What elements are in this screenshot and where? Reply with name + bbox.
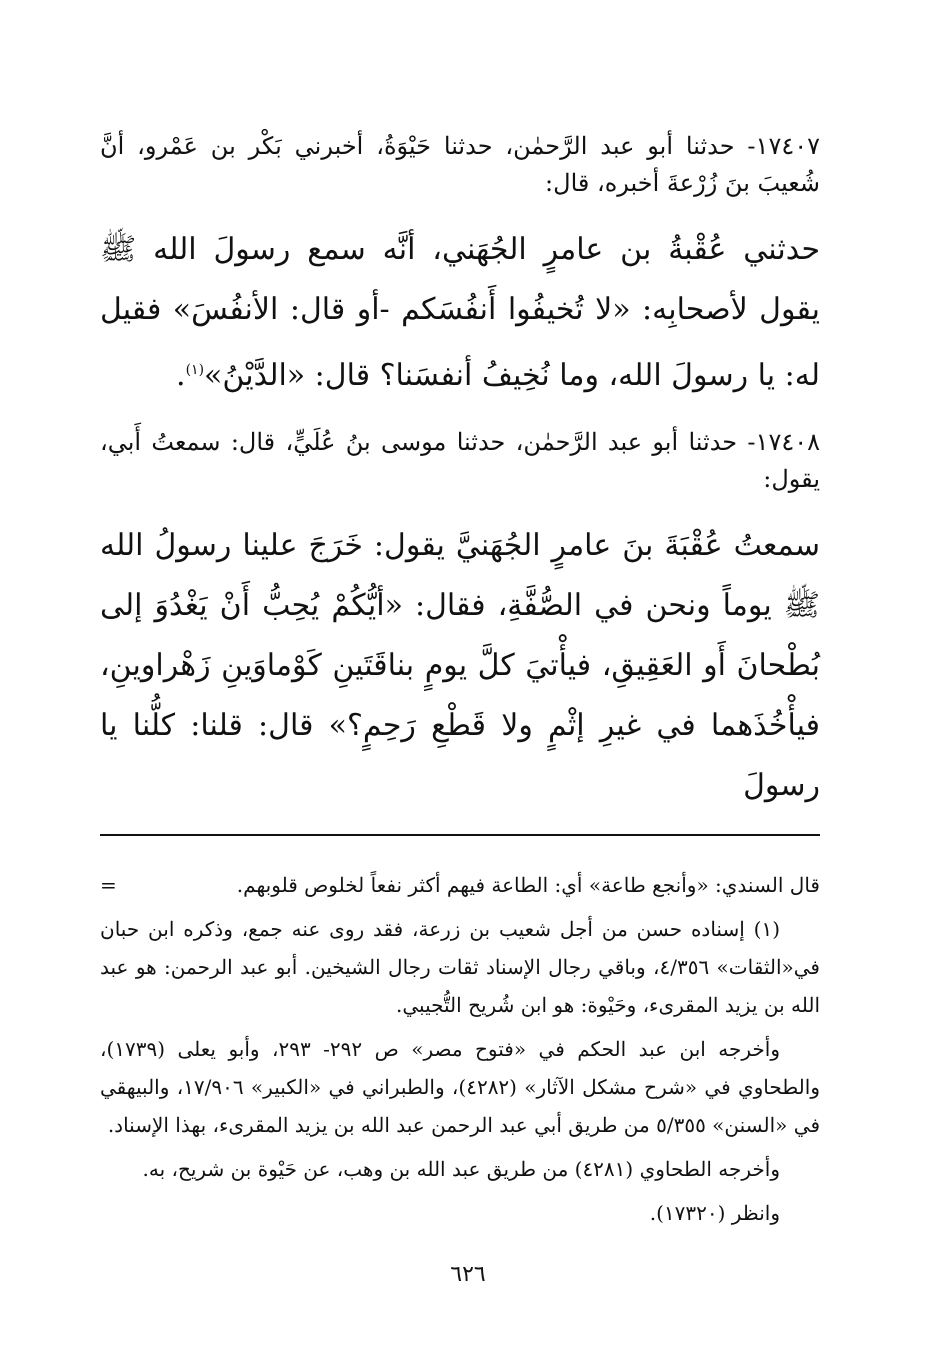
hadith-17407-matn: حدثني عُقْبةُ بن عامرٍ الجُهَني، أنَّه سمع رسولَ الله ﷺ يقول لأصحابِه: «لا تُخيفُوا أَنفُسَكم -أو قال: الأنفُسَ» فقيل له: يا رسولَ الله، وما نُخِيفُ أنفسَنا؟ قال: «الدَّيْنُ»$^{(١)}$. [100,232,820,393]
hadith-17407-chain: ١٧٤٠٧- حدثنا أبو عبد الرَّحمٰن، حدثنا حَيْوَةُ، أخبرني بَكْر بن عَمْرو، أنَّ شُعيبَ بنَ زُرْعةَ أخبره، قال: [100,132,820,197]
footnote-ref-1: (١) [185,362,205,378]
footnote-1-paragraph-1: (١) إسناده حسن من أجل شعيب بن زرعة، فقد روى عنه جمع، وذكره ابن حبان في«الثقات» ٤/٣٥٦، وباقي رجال الإسناد ثقات رجال الشيخين. أبو عبد الرحمن: هو عبد الله بن يزيد المقرىء، وحَيْوة: هو ابن شُريح التُّجيبي. [100,917,820,1017]
page-number: ٦٢٦ [450,1262,486,1287]
hadith-17408-chain: ١٧٤٠٨- حدثنا أبو عبد الرَّحمٰن، حدثنا موسى بنُ عُلَيٍّ، قال: سمعتُ أَبي، يقول: [100,428,820,493]
footnote-continuation-text: قال السندي: «وأنجع طاعة» أي: الطاعة فيهم أكثر نفعاً لخلوص قلوبهم. [236,873,820,897]
footnote-1-paragraph-2: وأخرجه ابن عبد الحكم في «فتوح مصر» ص ٢٩٢- ٢٩٣، وأبو يعلى (١٧٣٩)، والطحاوي في «شرح مشكل الآثار» (٤٢٨٢)، والطبراني في «الكبير» ١٧/٩٠٦، والبيهقي في «السنن» ٥/٣٥٥ من طريق أبي عبد الرحمن عبد الله بن يزيد المقرىء، بهذا الإسناد. [100,1037,820,1137]
footnote-continuation [100,866,820,904]
hadith-17408-matn: سمعتُ عُقْبَةَ بنَ عامرٍ الجُهَنيَّ يقول: خَرَجَ علينا رسولُ الله ﷺ يوماً ونحن في الصُّفَّةِ، فقال: «أيُّكُمْ يُحِبُّ أَنْ يَغْدُوَ إلى بُطْحانَ أَو العَقِيقِ، فيأْتيَ كلَّ يومٍ بناقَتَينِ كَوْماوَينِ زَهْراوينِ، فيأْخُذَهما في غيرِ إثْمٍ ولا قَطْعِ رَحِمٍ؟» قال: قلنا: كلُّنا يا رسولَ [100,528,820,803]
footnote-divider [100,834,820,836]
footnote-1-paragraph-4: وانظر (١٧٣٢٠). [649,1201,780,1225]
continuation-mark: = [100,873,117,897]
page-body [100,128,820,1238]
hadith-17407-matn-text: حدثني عُقْبةُ بن عامرٍ الجُهَني، أنَّه سمع رسولَ الله ﷺ يقول لأصحابِه: «لا تُخيفُوا أَنفُسَكم -أو قال: الأنفُسَ» فقيل له: يا رسولَ الله، وما نُخِيفُ أنفسَنا؟ قال: «الدَّيْنُ» [100,232,820,393]
footnote-1-paragraph-3: وأخرجه الطحاوي (٤٢٨١) من طريق عبد الله بن وهب، عن حَيْوة بن شريح، به. [142,1157,780,1181]
